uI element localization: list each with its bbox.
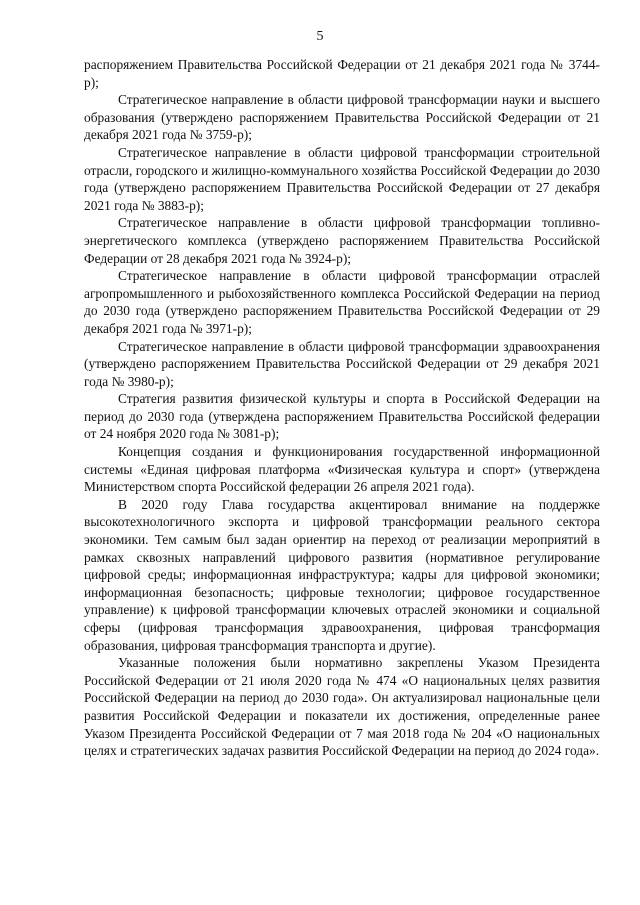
paragraph-sport-strategy: Стратегия развития физической культуры и спорта в Российской Федерации на период до 2030 года (утверждена распоряжением Правительства Российской федерации от 24 ноября 2020 года № 3081-р); <box>84 391 600 442</box>
paragraph-healthcare: Стратегическое направление в области цифровой трансформации здравоохранения (утверждено распоряжением Правительства Российской Федерации от 29 декабря 2021 года № 3980-р); <box>84 338 600 389</box>
paragraph-decree: Указанные положения были нормативно закреплены Указом Президента Российской Федерации от 21 июля 2020 года № 474 «О национальных целях развития Российской Федерации на период до 2030 года». Он актуализировал национальные цели развития Российской Федерации и показатели их достижения, определенные ранее Указом Президента Российской Федерации от 7 мая 2018 года № 204 «О национальных целях и стратегических задачах развития Российской Федерации на период до 2024 года». <box>84 655 600 759</box>
paragraph-agro-fishery: Стратегическое направление в области цифровой трансформации отраслей агропромышленного и рыбохозяйственного комплекса Российской Федерации на период до 2030 года (утверждено распоряжением Правительства Российской Федерации от 29 декабря 2021 года № 3971-р); <box>84 268 600 336</box>
paragraph-continuation: распоряжением Правительства Российской Федерации от 21 декабря 2021 года № 3744-р); <box>84 57 600 90</box>
paragraph-science-education: Стратегическое направление в области цифровой трансформации науки и высшего образования (утверждено распоряжением Правительства Российской Федерации от 21 декабря 2021 года № 3759-р); <box>84 92 600 143</box>
paragraph-sport-platform: Концепция создания и функционирования государственной информационной системы «Единая цифровая платформа «Физическая культура и спорт» (утверждена Министерством спорта Российской федерации 26 апреля 2021 года). <box>84 444 600 495</box>
paragraph-construction: Стратегическое направление в области цифровой трансформации строительной отрасли, городского и жилищно-коммунального хозяйства Российской Федерации до 2030 года (утверждено распоряжением Правительства Российской Федерации от 27 декабря 2021 года № 3883-р); <box>84 144 600 213</box>
paragraph-fuel-energy: Стратегическое направление в области цифровой трансформации топливно-энергетического комплекса (утверждено распоряжением Правительства Российской Федерации от 28 декабря 2021 года № 3924-р); <box>84 215 600 266</box>
paragraph-2020-focus: В 2020 году Глава государства акцентировал внимание на поддержке высокотехнологичного экспорта и цифровой трансформации реального сектора экономики. Тем самым был задан ориентир на переход от реализации мероприятий в рамках сквозных направлений цифрового развития (нормативное регулирование цифровой среды; информационная инфраструктура; кадры для цифровой экономики; информационная безопасность; цифровые технологии; цифровое государственное управление) к цифровой трансформации ключевых отраслей экономики и социальной сферы (цифровая трансформация здравоохранения, цифровая трансформация образования, цифровая трансформация транспорта и другие). <box>84 496 600 653</box>
document-body <box>84 56 600 760</box>
page-number: 5 <box>316 29 324 44</box>
